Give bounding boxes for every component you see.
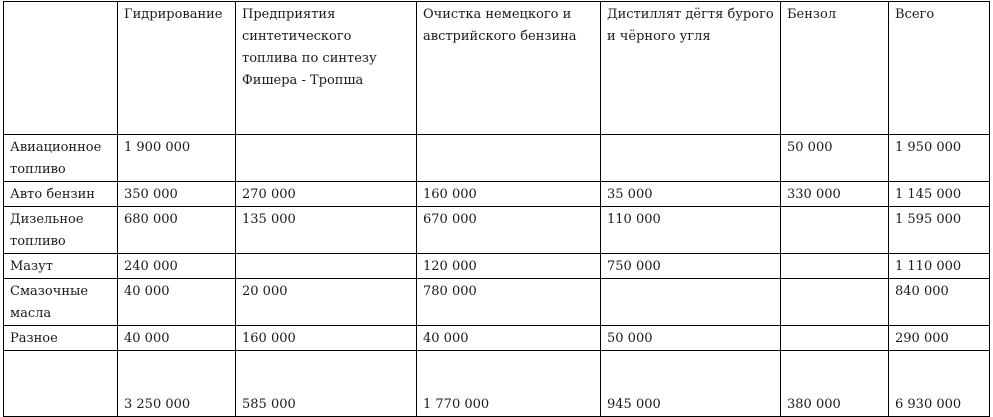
table-cell: 160 000 (236, 326, 417, 351)
table-cell (781, 326, 889, 351)
table-cell: 670 000 (417, 207, 601, 254)
table-cell (236, 135, 417, 182)
table-cell (781, 207, 889, 254)
row-label: Мазут (4, 254, 118, 279)
table-cell: 1 900 000 (118, 135, 236, 182)
table-cell (781, 279, 889, 326)
row-total-cell: 1 110 000 (889, 254, 990, 279)
table-cell: 40 000 (118, 326, 236, 351)
table-row (4, 207, 990, 254)
table-cell: 110 000 (601, 207, 781, 254)
table-cell: 270 000 (236, 182, 417, 207)
header-row (4, 2, 990, 135)
total-cell: 380 000 (781, 351, 889, 417)
table-cell: 50 000 (781, 135, 889, 182)
row-label: Разное (4, 326, 118, 351)
table-cell (601, 135, 781, 182)
row-label: Смазочные масла (4, 279, 118, 326)
row-total-cell: 290 000 (889, 326, 990, 351)
table-cell: 40 000 (417, 326, 601, 351)
row-total-cell: 1 950 000 (889, 135, 990, 182)
totals-row (4, 351, 990, 417)
header-corner-cell (4, 2, 118, 135)
table-row (4, 135, 990, 182)
total-cell: 585 000 (236, 351, 417, 417)
table-row (4, 182, 990, 207)
table-cell: 20 000 (236, 279, 417, 326)
header-fischer-tropsch: Предприятия синтетического топлива по синтезу Фишера - Тропша (236, 2, 417, 135)
table-cell: 40 000 (118, 279, 236, 326)
table-cell: 240 000 (118, 254, 236, 279)
table-cell: 50 000 (601, 326, 781, 351)
table-cell: 35 000 (601, 182, 781, 207)
header-total: Всего (889, 2, 990, 135)
table-cell (236, 254, 417, 279)
total-cell: 3 250 000 (118, 351, 236, 417)
row-label: Авиационное топливо (4, 135, 118, 182)
table-cell: 780 000 (417, 279, 601, 326)
header-gasoline-refining: Очистка немецкого и австрийского бензина (417, 2, 601, 135)
table-cell (601, 279, 781, 326)
table-row (4, 254, 990, 279)
table-cell: 680 000 (118, 207, 236, 254)
totals-label-cell (4, 351, 118, 417)
row-total-cell: 1 145 000 (889, 182, 990, 207)
table-row (4, 326, 990, 351)
table-cell: 120 000 (417, 254, 601, 279)
row-total-cell: 840 000 (889, 279, 990, 326)
table-cell: 750 000 (601, 254, 781, 279)
header-benzene: Бензол (781, 2, 889, 135)
grand-total-cell: 6 930 000 (889, 351, 990, 417)
row-label: Авто бензин (4, 182, 118, 207)
table-cell: 330 000 (781, 182, 889, 207)
table-cell (781, 254, 889, 279)
table-row (4, 279, 990, 326)
row-label: Дизельное топливо (4, 207, 118, 254)
total-cell: 945 000 (601, 351, 781, 417)
total-cell: 1 770 000 (417, 351, 601, 417)
row-total-cell: 1 595 000 (889, 207, 990, 254)
fuel-production-table (3, 1, 990, 417)
table-cell: 160 000 (417, 182, 601, 207)
table-cell: 350 000 (118, 182, 236, 207)
header-tar-distillate: Дистиллят дёгтя бурого и чёрного угля (601, 2, 781, 135)
header-hydrogenation: Гидрирование (118, 2, 236, 135)
table-cell (417, 135, 601, 182)
table-cell: 135 000 (236, 207, 417, 254)
